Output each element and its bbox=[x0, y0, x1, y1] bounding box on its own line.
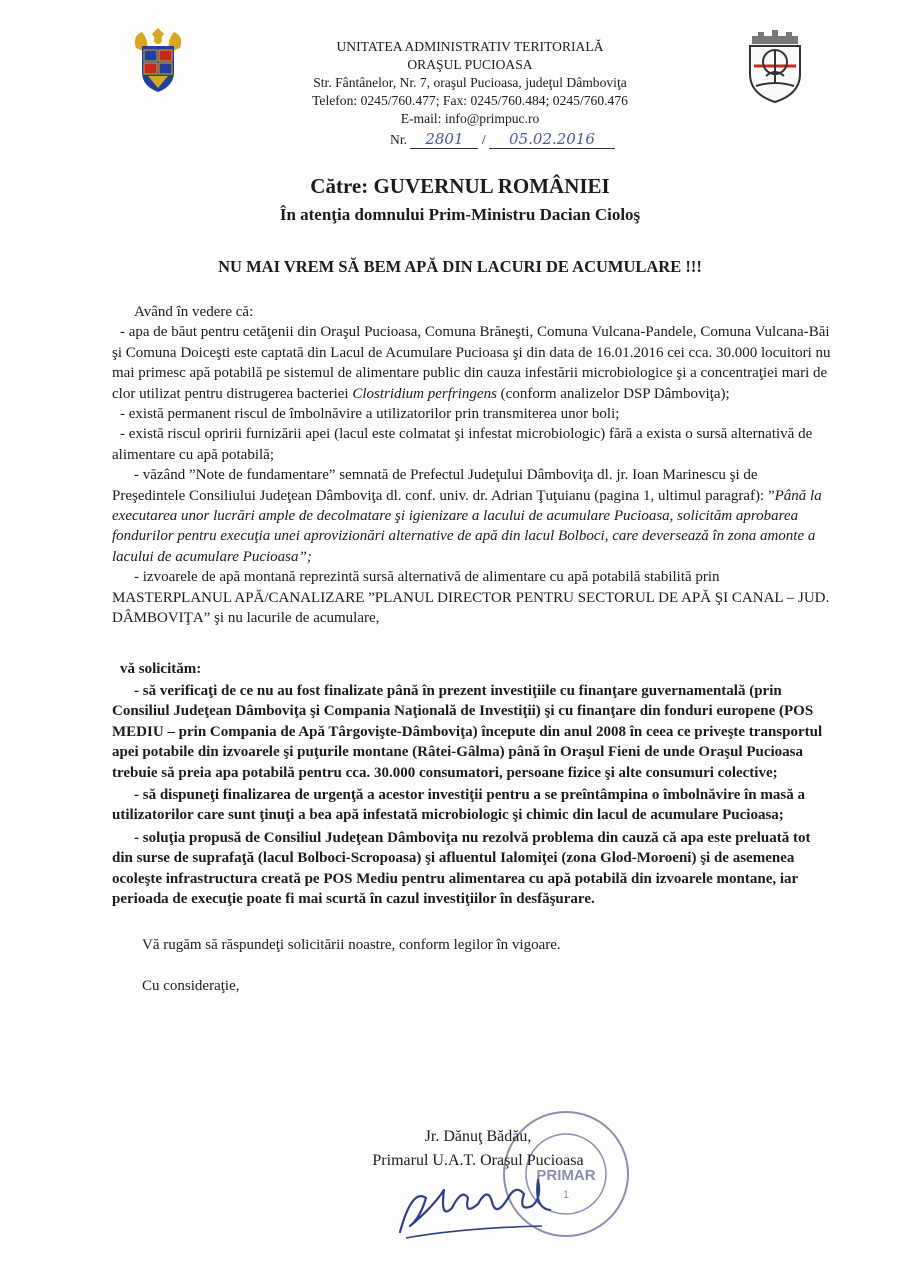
paragraph-prefect-note-text: - văzând ”Note de fundamentare” semnată de Prefectul Judeţului Dâmboviţa dl. jr. Ioan Marinescu şi de Preşedintele Consiliului Judeţean Dâmboviţa dl. conf. univ. dr. Adrian Ţuţuianu (pagina 1, ultimul paragraf): ” bbox=[112, 467, 775, 504]
address-line: Str. Fântânelor, Nr. 7, oraşul Pucioasa, judeţul Dâmboviţa bbox=[313, 75, 627, 90]
paragraph-masterplan: - izvoarele de apă montană reprezintă sursă alternativă de alimentare cu apă potabilă stabilită prin MASTERPLANUL APĂ/CANALIZARE ”PLANUL DIRECTOR PENTRU SECTORUL DE APĂ ŞI CANAL – JUD. DÂMBOVIŢA” şi nu lacurile de acumulare, bbox=[112, 569, 830, 627]
svg-text:1: 1 bbox=[562, 1189, 570, 1201]
bacteria-name: Clostridium perfringens bbox=[352, 385, 497, 402]
handwritten-signature-icon bbox=[392, 1168, 572, 1246]
registration-separator: / bbox=[481, 132, 486, 147]
paragraph-water-capture-end: (conform analizelor DSP Dâmboviţa); bbox=[496, 385, 730, 402]
signatory-title: Primarul U.A.T. Oraşul Pucioasa bbox=[372, 1152, 584, 1169]
intro-text: Având în vedere că: bbox=[134, 304, 254, 320]
registration-number bbox=[390, 130, 615, 149]
request-proposed-solution: - soluţia propusă de Consiliul Judeţean Dâmboviţa nu rezolvă problema din cauză că apa este preluată tot din surse de suprafaţă (lacul Bolboci-Scropoasa) şi afluentul Ialomiţei (zona Glod-Moroeni) şi de asemenea ocoleşte infrastructura creată pe POS Mediu pentru alimentarea cu apă potabilă din izvoarele montane, iar perioada de execuţie poate fi mai scurtă în cazul investiţiilor în desfăşurare. bbox=[112, 829, 811, 907]
addressee-to: Către: GUVERNUL ROMÂNIEI bbox=[310, 174, 610, 198]
letter-body bbox=[112, 302, 832, 996]
stamp-label: PRIMAR bbox=[536, 1167, 596, 1184]
closing-sentence: Vă rugăm să răspundeţi solicitării noastre, conform legilor în vigoare. bbox=[142, 937, 561, 954]
paragraph-supply-risk: - există riscul opririi furnizării apei (lacul este colmatat şi infestat microbiologic) fără a exista o sursă alternativă de alimentare cu apă potabilă; bbox=[112, 426, 813, 463]
paragraph-water-capture bbox=[112, 322, 832, 404]
regards-line: Cu consideraţie, bbox=[142, 977, 240, 994]
city-name: ORAŞUL PUCIOASA bbox=[407, 57, 533, 72]
registration-number-label: Nr. bbox=[390, 132, 407, 147]
paragraph-water-capture-text: - apa de băut pentru cetăţenii din Oraşul Pucioasa, Comuna Brăneşti, Comuna Vulcana-Pandele, Comuna Vulcana-Băi şi Comuna Doiceşti este captată din Lacul de Acumulare Pucioasa şi din data de 16.01.2016 cei cca. 30.000 locuitori nu mai primesc apă potabilă pe sistemul de alimentare public din cauza infestării microbiologice şi a concentraţiei mari de clor utilizat pentru distrugerea bacteriei bbox=[112, 324, 831, 402]
letter-headline: NU MAI VREM SĂ BEM APĂ DIN LACURI DE ACUMULARE !!! bbox=[218, 257, 702, 276]
pucioasa-coat-of-arms-icon bbox=[744, 28, 806, 104]
registration-date: 05.02.2016 bbox=[489, 130, 615, 149]
paragraph-disease-risk: - există permanent riscul de îmbolnăvire a utilizatorilor prin transmiterea unor boli; bbox=[120, 406, 620, 423]
request-title: vă solicităm: bbox=[120, 660, 202, 677]
romania-coat-of-arms-icon bbox=[128, 28, 188, 94]
phone-line: Telefon: 0245/760.477; Fax: 0245/760.484; 0245/760.476 bbox=[312, 93, 628, 108]
addressee-attention: În atenţia domnului Prim-Ministru Dacian Cioloş bbox=[279, 205, 641, 224]
registration-number-value: 2801 bbox=[410, 130, 478, 149]
prefect-note-quote: Până la executarea unor lucrări ample de decolmatare şi igienizare a lacului de acumulare Pucioasa, solicităm aprobarea fondurilor pentru execuţia unei aprovizionări alternative de apă din lacul Bolboci, care deversează în zona amonte a lacului de acumulare Pucioasa”; bbox=[112, 487, 822, 565]
request-urgent-completion: - să dispuneţi finalizarea de urgenţă a acestor investiţii pentru a se preîntâmpina o îmbolnăvire în masă a utilizatorilor care sunt ţinuţi a bea apă infestată microbiologic şi chimic din lacul de acumulare Pucioasa; bbox=[112, 786, 805, 824]
email-line: E-mail: info@primpuc.ro bbox=[400, 111, 540, 126]
request-verify-investments: - să verificaţi de ce nu au fost finalizate până în prezent investiţiile cu finanţare guvernamentală (prin Consiliul Judeţean Dâmboviţa şi Compania Naţională de Investiţii) şi cu finanţare din fonduri europene (POS MEDIU – prin Compania de Apă Târgovişte-Dâmboviţa) începute din anul 2008 în ceea ce priveşte transportul apei potabile din izvoarele şi puţurile montane (Râtei-Gâlma) până în Oraşul Fieni de unde Oraşul Pucioasa trebuie să preia apa potabilă pentru cca. 30.000 consumatori, persoane fizice şi alte consumuri colective; bbox=[112, 682, 823, 781]
paragraph-prefect-note bbox=[112, 465, 832, 567]
institution-name: UNITATEA ADMINISTRATIV TERITORIALĂ bbox=[336, 39, 604, 54]
signatory-name: Jr. Dănuţ Bădău, bbox=[424, 1128, 532, 1145]
